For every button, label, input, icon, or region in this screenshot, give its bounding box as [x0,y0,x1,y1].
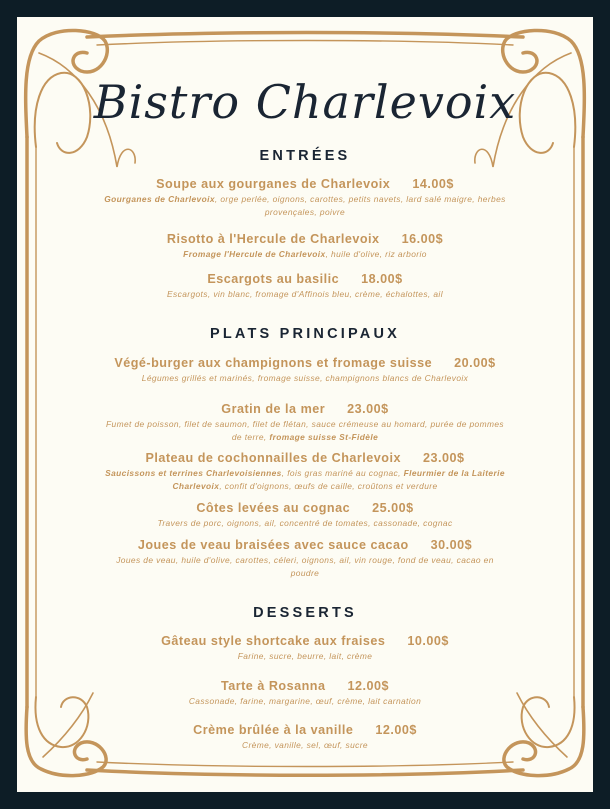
menu-item-description: Légumes grillés et marinés, fromage suisse, champignons blancs de Charlevoix [141,373,469,383]
menu-item-description: Travers de porc, oignons, ail, concentré de tomates, cassonade, cognac [157,518,453,528]
menu-item-name: Crème brûlée à la vanille [193,723,354,737]
section-title-entrees: ENTRÉES [259,148,351,164]
menu-item-description: Joues de veau, huile d'olive, carottes, céleri, oignons, ail, vin rouge, fond de veau, cacao en poudre [116,555,494,578]
menu-item [102,723,508,752]
menu-item [102,402,508,443]
menu-item-name: Tarte à Rosanna [220,679,326,693]
menu-item-heading [102,679,508,693]
menu-item-description [102,418,508,443]
menu-item-heading [102,232,508,246]
menu-item [102,501,508,530]
menu-item-name: Côtes levées au cognac [196,501,351,515]
menu-item-price: 16.00$ [401,232,444,246]
desc-highlight: Saucissons et terrines Charlevoisiennes [105,468,282,478]
menu-item-name: Soupe aux gourganes de Charlevoix [156,177,391,191]
section-title-desserts: DESSERTS [253,605,357,621]
menu-item-description [102,248,508,261]
menu-item [102,272,508,301]
menu-item-heading [102,272,508,286]
menu-item-heading [102,451,508,465]
menu-item-name: Gratin de la mer [221,402,326,416]
menu-item-heading [102,723,508,737]
menu-item-heading [102,402,508,416]
menu-item-description: Crème, vanille, sel, œuf, sucre [242,740,368,750]
menu-item-name: Risotto à l'Hercule de Charlevoix [166,232,380,246]
desc-text: , fois gras mariné au cognac, [281,468,404,478]
menu-item-description [102,193,508,218]
menu-item-heading [102,356,508,370]
desc-highlight: fromage suisse St-Fidèle [269,431,379,442]
menu-item-price: 12.00$ [347,679,390,693]
menu-item [102,538,508,579]
menu-item-name: Végé-burger aux champignons et fromage suisse [114,356,433,370]
desc-highlight: Fleurmier de la Laiterie Charlevoix [172,468,505,491]
desc-text: , confit d'oignons, œufs de caille, croûtons et verdure [219,480,438,491]
desc-text: , huile d'olive, riz arborio [325,249,427,259]
menu-item-description: Farine, sucre, beurre, lait, crème [237,651,373,661]
menu-item-price: 12.00$ [375,723,417,737]
desc-text: , orge perlée, oignons, carottes, petits navets, lard salé maigre, herbes provençales, poivre [214,194,506,217]
menu-item [102,232,508,261]
menu-item-price: 23.00$ [347,402,389,416]
menu-item-price: 14.00$ [412,177,454,191]
desc-text: Fumet de poisson, filet de saumon, filet de flétan, sauce crémeuse au homard, purée de pommes de terre, [106,419,504,442]
menu-item [102,356,508,385]
menu-item-description [102,467,508,492]
menu-item-heading [102,538,508,552]
menu-item-name: Joues de veau braisées avec sauce cacao [137,538,409,552]
menu-item-price: 18.00$ [361,272,403,286]
menu-item-name: Escargots au basilic [207,272,340,286]
menu-item [102,177,508,218]
desc-highlight: Fromage l'Hercule de Charlevoix [183,249,326,259]
menu-item-price: 20.00$ [454,356,496,370]
menu-item [102,451,508,492]
menu-card [17,17,593,792]
menu-item-description: Escargots, vin blanc, fromage d'Affinois bleu, crème, échalottes, ail [167,289,443,299]
menu-item-price: 25.00$ [372,501,414,515]
menu-item-name: Plateau de cochonnailles de Charlevoix [145,451,402,465]
section-title-plats-principaux: PLATS PRINCIPAUX [209,326,401,342]
menu-item-price: 23.00$ [423,451,465,465]
menu-item-name: Gâteau style shortcake aux fraises [161,634,386,648]
menu-item-description: Cassonade, farine, margarine, œuf, crème, lait carnation [188,696,422,706]
menu-item [102,634,508,663]
menu-item-heading [102,501,508,515]
menu-item-heading [102,177,508,191]
menu-item-heading [102,634,508,648]
desc-highlight: Gourganes de Charlevoix [104,194,215,204]
menu-item [102,679,508,708]
restaurant-title: Bistro Charlevoix [93,75,517,129]
menu-item-price: 10.00$ [407,634,449,648]
menu-item-price: 30.00$ [430,538,473,552]
